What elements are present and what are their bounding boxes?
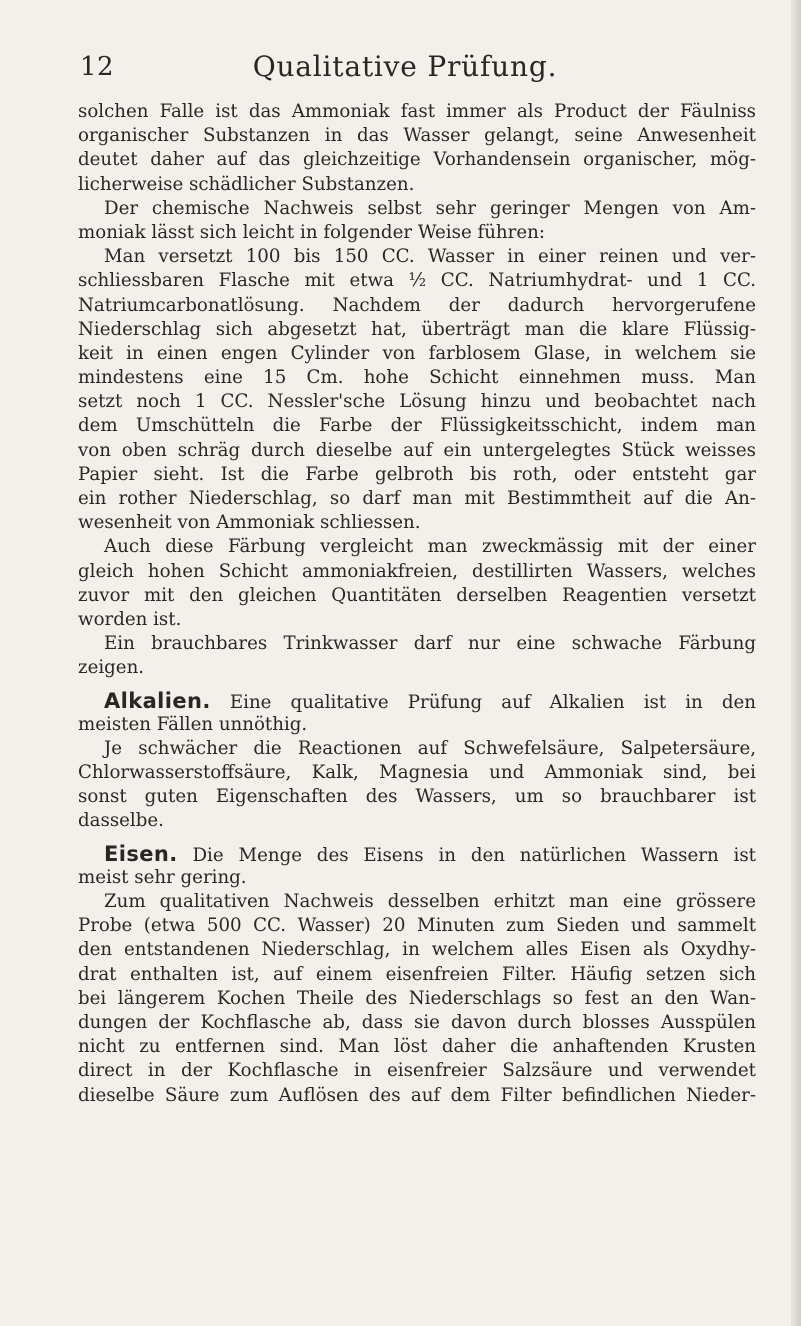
section-heading-alkalien: Alkalien. bbox=[104, 688, 211, 713]
page-header bbox=[40, 48, 770, 88]
text-line: dieselbe Säure zum Auflösen des auf dem Filter befindlichen Nieder- bbox=[78, 1084, 756, 1106]
text-line: direct in der Kochflasche in eisenfreier Salzsäure und verwendet bbox=[78, 1060, 756, 1082]
text-line: mindestens eine 15 Cm. hohe Schicht einnehmen muss. Man bbox=[78, 367, 756, 389]
text-line: Chlorwasserstoffsäure, Kalk, Magnesia und Ammoniak sind, bei bbox=[78, 762, 756, 784]
text-line: von oben schräg durch dieselbe auf ein untergelegtes Stück weisses bbox=[78, 439, 756, 461]
text-line: licherweise schädlicher Substanzen. bbox=[78, 173, 415, 195]
text-line: nicht zu entfernen sind. Man löst daher die anhaftenden Krusten bbox=[78, 1036, 756, 1058]
text-line: zeigen. bbox=[78, 657, 145, 679]
text-line: solchen Falle ist das Ammoniak fast immer als Product der Fäulniss bbox=[78, 101, 756, 122]
section-heading-eisen: Eisen. bbox=[104, 841, 178, 866]
text-line: Je schwächer die Reactionen auf Schwefelsäure, Salpetersäure, bbox=[104, 737, 756, 759]
text-line: keit in einen engen Cylinder von farblosem Glase, in welchem sie bbox=[78, 342, 756, 364]
body-text bbox=[78, 100, 756, 1108]
text-line: Man versetzt 100 bis 150 CC. Wasser in einer reinen und ver- bbox=[104, 246, 756, 268]
section-first-line bbox=[78, 842, 756, 866]
page-edge bbox=[791, 0, 801, 1326]
text-line: gleich hohen Schicht ammoniakfreien, destillirten Wassers, welches bbox=[78, 560, 756, 582]
running-title: Qualitative Prüfung. bbox=[252, 50, 558, 83]
text-line: Eine qualitative Prüfung auf Alkalien ist in den bbox=[229, 691, 756, 713]
text-line: moniak lässt sich leicht in folgender Weise führen: bbox=[78, 221, 545, 243]
text-line: Zum qualitativen Nachweis desselben erhitzt man eine grössere bbox=[104, 891, 756, 912]
text-line: worden ist. bbox=[78, 608, 182, 630]
section-first-line bbox=[78, 689, 756, 713]
section-gap bbox=[78, 681, 756, 689]
text-line: organischer Substanzen in das Wasser gelangt, seine Anwesenheit bbox=[78, 125, 756, 147]
text-line: den entstandenen Niederschlag, in welchem alles Eisen als Oxydhy- bbox=[78, 939, 756, 961]
text-line: meist sehr gering. bbox=[78, 866, 247, 888]
text-line: dungen der Kochflasche ab, dass sie davon durch blosses Ausspülen bbox=[78, 1011, 756, 1033]
text-line: Niederschlag sich abgesetzt hat, überträgt man die klare Flüssig- bbox=[78, 318, 756, 340]
text-line: wesenheit von Ammoniak schliessen. bbox=[78, 512, 421, 534]
text-line: Natriumcarbonatlösung. Nachdem der dadurch hervorgerufene bbox=[78, 294, 756, 316]
text-line: dasselbe. bbox=[78, 810, 164, 832]
page-number: 12 bbox=[80, 52, 115, 82]
section-gap bbox=[78, 834, 756, 842]
text-line: sonst guten Eigenschaften des Wassers, um so brauchbarer ist bbox=[78, 786, 756, 808]
text-line: Auch diese Färbung vergleicht man zweckmässig mit der einer bbox=[104, 536, 756, 558]
text-line: Papier sieht. Ist die Farbe gelbroth bis roth, oder entsteht gar bbox=[78, 463, 756, 485]
text-line: dem Umschütteln die Farbe der Flüssigkeitsschicht, indem man bbox=[78, 415, 756, 437]
text-line: zuvor mit den gleichen Quantitäten derselben Reagentien versetzt bbox=[78, 584, 756, 606]
text-line: Ein brauchbares Trinkwasser darf nur eine schwache Färbung bbox=[104, 633, 756, 655]
text-line: ein rother Niederschlag, so darf man mit Bestimmtheit auf die An- bbox=[78, 488, 756, 509]
text-line: drat enthalten ist, auf einem eisenfreien Filter. Häufig setzen sich bbox=[78, 963, 756, 985]
text-line: Die Menge des Eisens in den natürlichen Wassern ist bbox=[192, 844, 756, 866]
text-line: setzt noch 1 CC. Nessler'sche Lösung hinzu und beobachtet nach bbox=[78, 391, 756, 413]
text-line: Probe (etwa 500 CC. Wasser) 20 Minuten zum Sieden und sammelt bbox=[78, 915, 756, 937]
text-line: meisten Fällen unnöthig. bbox=[78, 713, 308, 735]
text-line: bei längerem Kochen Theile des Niederschlags so fest an den Wan- bbox=[78, 987, 756, 1009]
text-line: Der chemische Nachweis selbst sehr geringer Mengen von Am- bbox=[104, 197, 756, 219]
text-line: deutet daher auf das gleichzeitige Vorhandensein organischer, mög- bbox=[78, 149, 756, 171]
text-line: schliessbaren Flasche mit etwa ½ CC. Natriumhydrat- und 1 CC. bbox=[78, 270, 756, 292]
